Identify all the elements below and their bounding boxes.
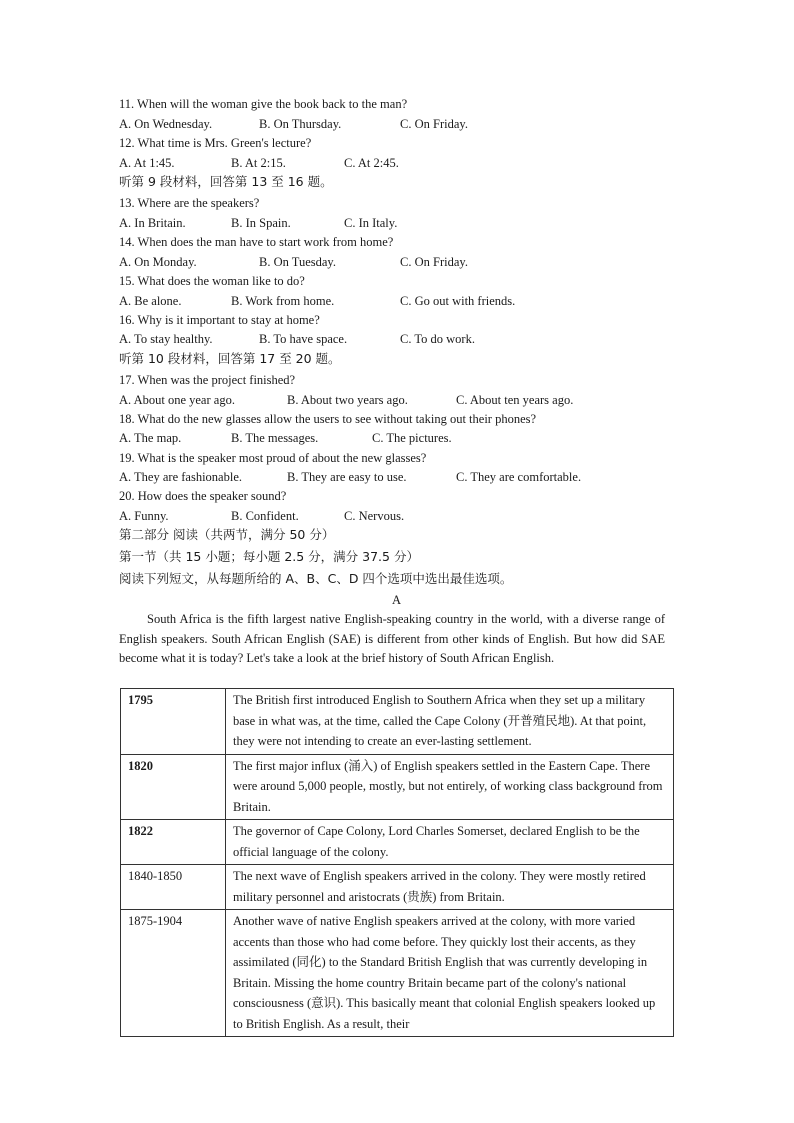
option-b: B. Work from home. bbox=[231, 294, 335, 308]
option-c: C. Nervous. bbox=[344, 509, 405, 523]
options-13 bbox=[119, 215, 679, 231]
options-16 bbox=[119, 331, 679, 347]
option-b: B. To have space. bbox=[259, 332, 348, 346]
options-17 bbox=[119, 392, 679, 408]
year-cell: 1795 bbox=[121, 689, 226, 755]
year-cell: 1875-1904 bbox=[121, 910, 226, 1037]
option-c: C. On Friday. bbox=[400, 255, 468, 269]
year-cell: 1840-1850 bbox=[121, 865, 226, 910]
options-18 bbox=[119, 430, 679, 446]
table-row bbox=[121, 754, 674, 820]
passage-intro bbox=[119, 610, 665, 669]
option-b: B. On Thursday. bbox=[259, 117, 342, 131]
option-a: A. On Monday. bbox=[119, 255, 197, 269]
event-cell: The next wave of English speakers arrived in the colony. They were mostly retired military personnel and aristocrats (贵族) from Britain. bbox=[226, 865, 674, 910]
options-11 bbox=[119, 116, 679, 132]
options-12 bbox=[119, 155, 679, 171]
option-a: A. To stay healthy. bbox=[119, 332, 213, 346]
option-b: B. The messages. bbox=[231, 431, 319, 445]
option-c: C. In Italy. bbox=[344, 216, 398, 230]
option-b: B. They are easy to use. bbox=[287, 470, 407, 484]
year-cell: 1822 bbox=[121, 820, 226, 865]
passage-label: A bbox=[391, 593, 402, 607]
option-a: A. On Wednesday. bbox=[119, 117, 213, 131]
year-cell: 1820 bbox=[121, 754, 226, 820]
option-a: A. In Britain. bbox=[119, 216, 186, 230]
option-b: B. About two years ago. bbox=[287, 393, 408, 407]
question-19: 19. What is the speaker most proud of about the new glasses? bbox=[119, 451, 427, 465]
option-c: C. The pictures. bbox=[372, 431, 452, 445]
question-20: 20. How does the speaker sound? bbox=[119, 489, 287, 503]
option-b: B. In Spain. bbox=[231, 216, 291, 230]
options-15 bbox=[119, 293, 679, 309]
table-row bbox=[121, 865, 674, 910]
history-timeline-table bbox=[120, 688, 674, 1037]
event-cell: The governor of Cape Colony, Lord Charles Somerset, declared English to be the official language of the colony. bbox=[226, 820, 674, 865]
option-a: A. Be alone. bbox=[119, 294, 182, 308]
option-c: C. They are comfortable. bbox=[456, 470, 582, 484]
option-a: A. At 1:45. bbox=[119, 156, 175, 170]
question-12: 12. What time is Mrs. Green's lecture? bbox=[119, 136, 312, 150]
question-13: 13. Where are the speakers? bbox=[119, 196, 260, 210]
intro-paragraph: South Africa is the fifth largest native English-speaking country in the world, with a diverse range of English speakers. South African English (SAE) is different from other kinds of English. But how did SAE become what it is today? Let's take a look at the brief history of South African English. bbox=[119, 612, 665, 665]
event-cell: Another wave of native English speakers arrived at the colony, with more varied accents than those who had come before. They quickly lost their accents, as they assimilated (同化) to the Standard British English that was currently developing in Britain. Missing the home country Britain became part of the colony's national consciousness (意识). This basically meant that colonial English speakers looked up to British English. As a result, their bbox=[226, 910, 674, 1037]
question-14: 14. When does the man have to start work from home? bbox=[119, 235, 394, 249]
table-row bbox=[121, 689, 674, 755]
option-a: A. They are fashionable. bbox=[119, 470, 242, 484]
option-c: C. On Friday. bbox=[400, 117, 468, 131]
options-14 bbox=[119, 254, 679, 270]
option-a: A. The map. bbox=[119, 431, 182, 445]
option-a: A. Funny. bbox=[119, 509, 169, 523]
options-19 bbox=[119, 469, 679, 485]
event-cell: The first major influx (涌入) of English speakers settled in the Eastern Cape. There were around 5,000 people, mostly, but not entirely, of working class background from Britain. bbox=[226, 754, 674, 820]
option-b: B. On Tuesday. bbox=[259, 255, 336, 269]
question-16: 16. Why is it important to stay at home? bbox=[119, 313, 320, 327]
segment-10-instruction: 听第 10 段材料，回答第 17 至 20 题。 bbox=[119, 351, 341, 366]
question-11: 11. When will the woman give the book back to the man? bbox=[119, 97, 408, 111]
reading-directions: 阅读下列短文，从每题所给的 A、B、C、D 四个选项中选出最佳选项。 bbox=[119, 571, 513, 586]
part-2-heading: 第二部分 阅读（共两节，满分 50 分） bbox=[119, 527, 335, 542]
option-c: C. To do work. bbox=[400, 332, 475, 346]
option-b: B. At 2:15. bbox=[231, 156, 286, 170]
option-a: A. About one year ago. bbox=[119, 393, 235, 407]
option-c: C. About ten years ago. bbox=[456, 393, 574, 407]
event-cell: The British first introduced English to Southern Africa when they set up a military base in what was, at the time, called the Cape Colony (开普殖民地). At that point, they were not intending to create an ever-lasting settlement. bbox=[226, 689, 674, 755]
option-c: C. Go out with friends. bbox=[400, 294, 516, 308]
question-18: 18. What do the new glasses allow the users to see without taking out their phones? bbox=[119, 412, 537, 426]
option-c: C. At 2:45. bbox=[344, 156, 399, 170]
table-row bbox=[121, 910, 674, 1037]
option-b: B. Confident. bbox=[231, 509, 299, 523]
question-15: 15. What does the woman like to do? bbox=[119, 274, 305, 288]
segment-9-instruction: 听第 9 段材料，回答第 13 至 16 题。 bbox=[119, 174, 333, 189]
section-1-heading: 第一节（共 15 小题；每小题 2.5 分，满分 37.5 分） bbox=[119, 549, 419, 564]
table-row bbox=[121, 820, 674, 865]
question-17: 17. When was the project finished? bbox=[119, 373, 296, 387]
options-20 bbox=[119, 508, 679, 524]
